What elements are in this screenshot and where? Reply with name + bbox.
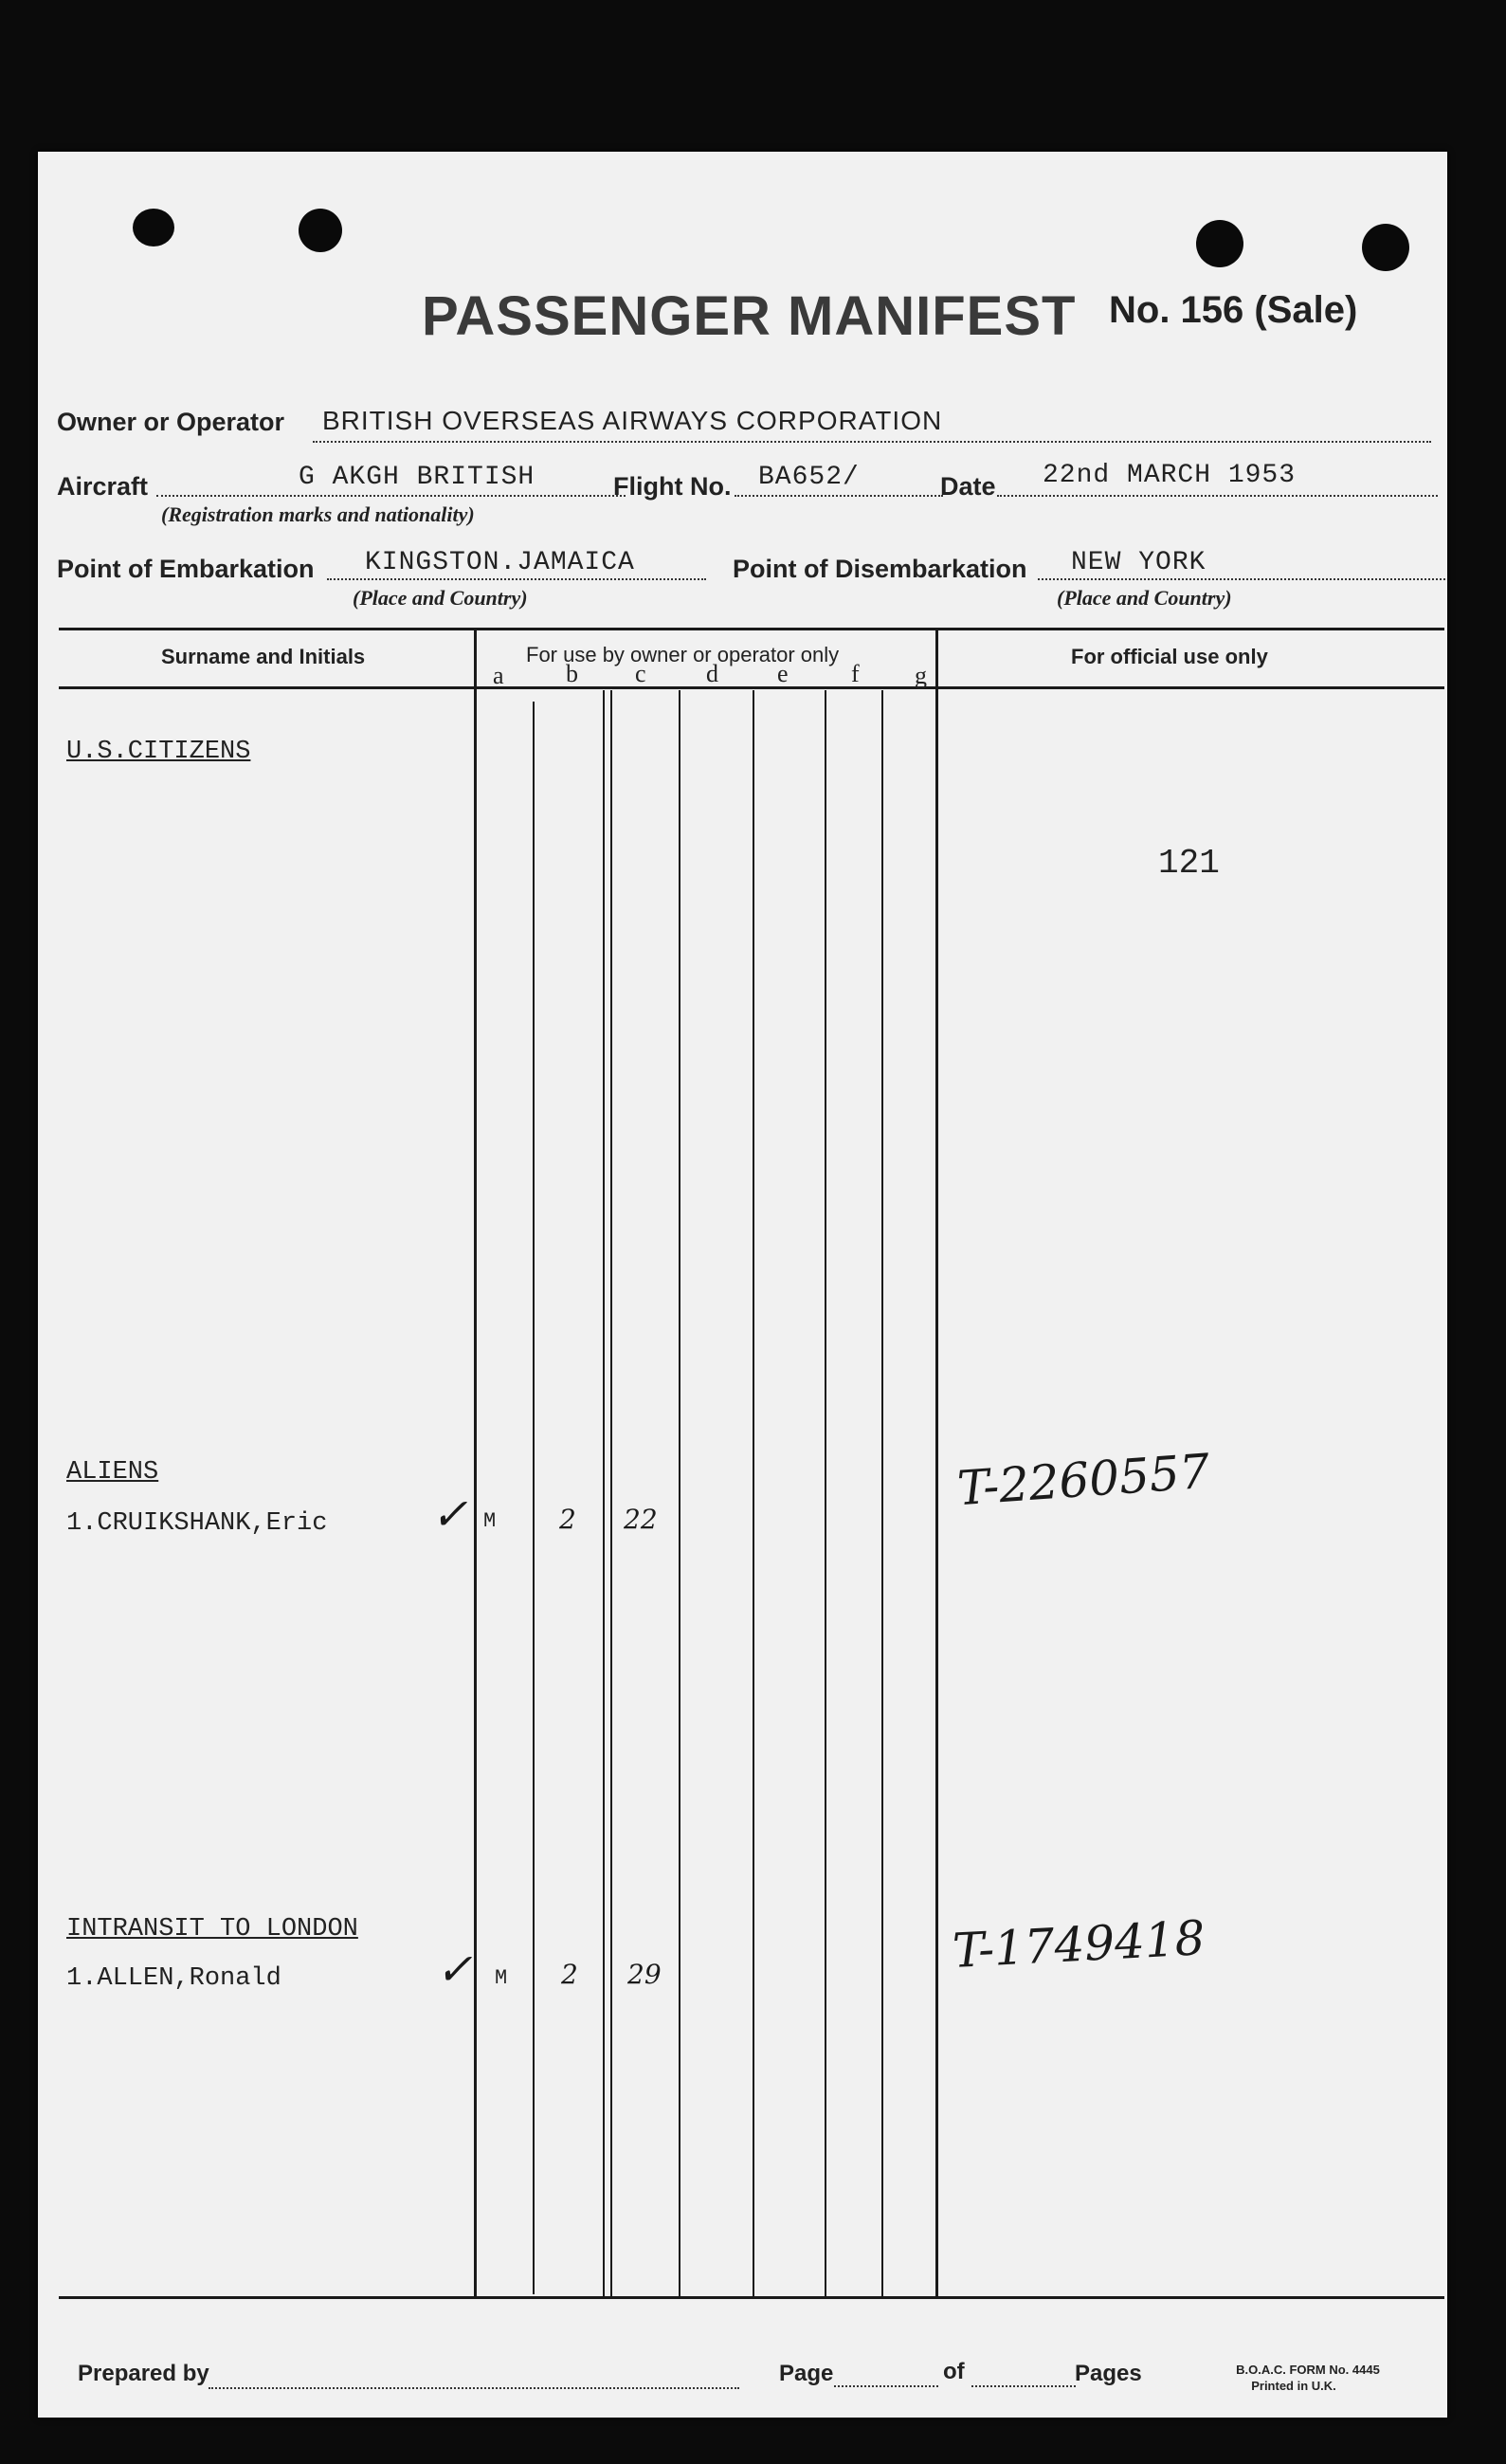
aliens-official-id: T-2260557	[955, 1443, 1212, 1517]
aircraft-label: Aircraft	[57, 472, 149, 501]
prepared-by-line	[209, 2387, 739, 2389]
aircraft-value: G AKGH BRITISH	[299, 463, 535, 492]
form-title: PASSENGER MANIFEST	[422, 285, 1077, 347]
aircraft-line	[156, 495, 626, 497]
us-citizens-heading: U.S.CITIZENS	[66, 738, 251, 766]
date-value: 22nd MARCH 1953	[1043, 461, 1297, 490]
aliens-col-a: M	[483, 1509, 497, 1533]
date-label: Date	[940, 472, 996, 501]
intransit-heading: INTRANSIT TO LONDON	[66, 1915, 358, 1944]
disembarkation-value: NEW YORK	[1071, 548, 1207, 577]
table-top-rule	[59, 628, 1444, 630]
manifest-sheet	[38, 152, 1447, 2418]
disembarkation-caption: (Place and Country)	[1057, 586, 1232, 610]
intransit-official-id: T-1749418	[951, 1910, 1207, 1979]
embarkation-caption: (Place and Country)	[353, 586, 528, 610]
sub-column-line-f	[753, 690, 754, 2296]
sub-column-line-e	[679, 690, 680, 2296]
disembarkation-line	[1038, 578, 1445, 580]
punch-hole-3	[1196, 220, 1243, 267]
form-number: No. 156 (Sale)	[1109, 289, 1358, 331]
col-letter-b: b	[566, 660, 578, 687]
name-column-divider	[474, 628, 477, 2296]
flight-line	[735, 495, 943, 497]
col-letter-e: e	[777, 660, 789, 687]
form-id: B.O.A.C. FORM No. 4445	[1236, 2363, 1380, 2377]
embarkation-label: Point of Embarkation	[57, 555, 315, 583]
embarkation-line	[327, 578, 706, 580]
col-letter-a: a	[493, 662, 504, 689]
aircraft-caption: (Registration marks and nationality)	[161, 502, 475, 526]
disembarkation-label: Point of Disembarkation	[733, 555, 1027, 583]
col-letter-c: c	[635, 660, 646, 687]
sub-column-line-g	[825, 690, 826, 2296]
intransit-col-a: M	[495, 1966, 508, 1990]
of-line	[971, 2385, 1076, 2387]
sub-column-line-h	[881, 690, 883, 2296]
page-label: Page	[779, 2361, 834, 2386]
flight-value: BA652/	[758, 463, 860, 492]
col-letter-d: d	[706, 660, 718, 687]
owner-label: Owner or Operator	[57, 408, 285, 436]
intransit-col-b: 2	[561, 1959, 578, 1990]
col-letter-f: f	[851, 660, 860, 687]
sub-column-line-b	[533, 702, 535, 2294]
table-bottom-rule	[59, 2296, 1444, 2299]
col-official-header: For official use only	[1071, 645, 1268, 668]
owner-line	[313, 441, 1431, 443]
aliens-col-c: 22	[624, 1504, 658, 1535]
table-header-rule	[59, 686, 1444, 689]
intransit-passenger-name: 1.ALLEN,Ronald	[66, 1964, 281, 1993]
official-number: 121	[1158, 844, 1220, 883]
intransit-col-c: 29	[627, 1959, 662, 1990]
sub-column-line-d	[610, 690, 612, 2296]
col-letter-g: g	[915, 662, 927, 689]
flight-label: Flight No.	[613, 472, 732, 501]
intransit-checkmark: ✓	[436, 1944, 473, 1995]
pages-label: Pages	[1075, 2361, 1142, 2386]
official-column-divider	[935, 628, 938, 2296]
embarkation-value: KINGSTON.JAMAICA	[365, 548, 635, 577]
sub-column-line-c	[603, 690, 605, 2296]
punch-hole-4	[1362, 224, 1409, 271]
owner-value: BRITISH OVERSEAS AIRWAYS CORPORATION	[322, 406, 943, 435]
printed-in: Printed in U.K.	[1251, 2379, 1336, 2393]
aliens-heading: ALIENS	[66, 1458, 159, 1487]
punch-hole-2	[299, 209, 342, 252]
aliens-passenger-name: 1.CRUIKSHANK,Eric	[66, 1509, 328, 1538]
col-name-header: Surname and Initials	[161, 645, 366, 668]
of-label: of	[943, 2359, 965, 2384]
punch-hole-1	[133, 209, 174, 246]
prepared-by-label: Prepared by	[78, 2361, 209, 2386]
date-line	[997, 495, 1438, 497]
col-owner-header: For use by owner or operator only	[526, 643, 840, 666]
aliens-checkmark: ✓	[431, 1488, 468, 1540]
page-line	[834, 2385, 938, 2387]
aliens-col-b: 2	[559, 1504, 576, 1535]
